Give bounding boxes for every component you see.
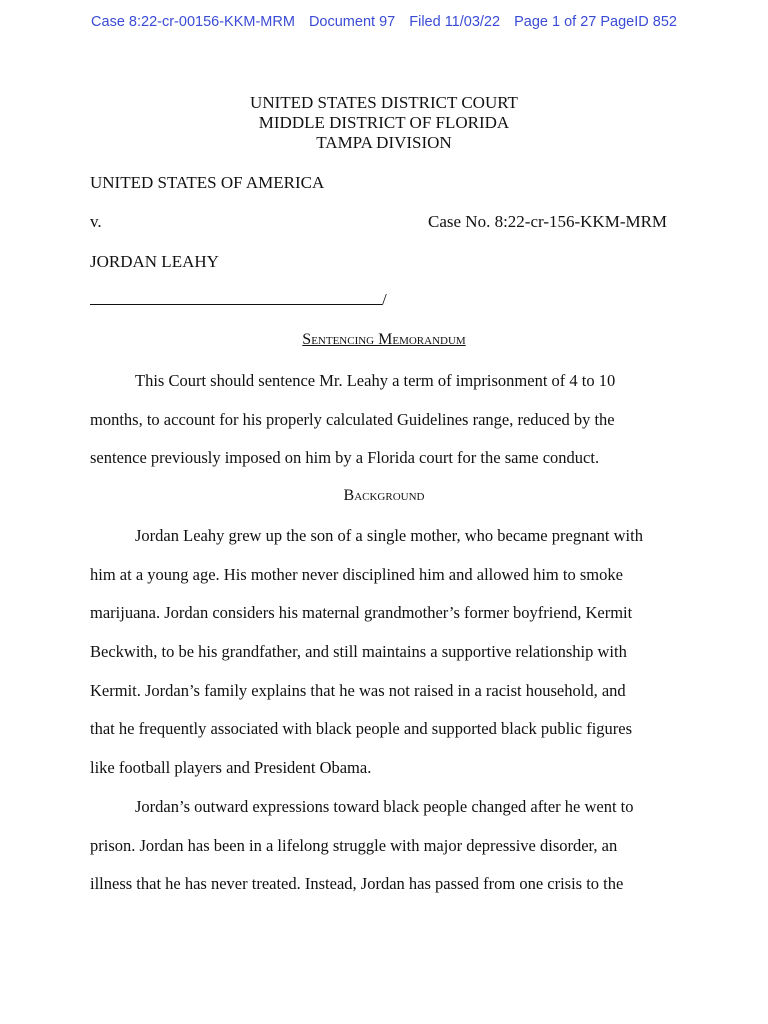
caption-case-number: Case No. 8:22-cr-156-KKM-MRM (428, 212, 668, 231)
caption-divider (90, 290, 387, 310)
caption-versus: v. (90, 212, 102, 231)
section-heading-background: Background (343, 487, 425, 504)
court-name: UNITED STATES DISTRICT COURT (250, 93, 518, 112)
court-district: MIDDLE DISTRICT OF FLORIDA (258, 113, 510, 132)
paragraph-line: Jordan Leahy grew up the son of a single mother, who became pregnant with (135, 526, 643, 545)
paragraph-line: that he frequently associated with black people and supported black public figures (90, 719, 633, 739)
paragraph-background-1 (90, 517, 680, 788)
paragraph-line: him at a young age. His mother never disciplined him and allowed him to smoke (90, 564, 623, 584)
stamp-page-info: Page 1 of 27 PageID 852 (514, 14, 677, 30)
stamp-document-number: Document 97 (308, 14, 396, 30)
paragraph-line: sentence previously imposed on him by a Florida court for the same conduct. (90, 448, 600, 468)
caption-slash: / (382, 290, 387, 309)
paragraph-line: Beckwith, to be his grandfather, and still maintains a supportive relationship with (90, 642, 627, 662)
court-heading (0, 93, 768, 153)
paragraph-line: prison. Jordan has been in a lifelong struggle with major depressive disorder, an (90, 835, 618, 855)
court-division: TAMPA DIVISION (316, 133, 452, 152)
ecf-header-stamp (0, 14, 768, 30)
caption-defendant: JORDAN LEAHY (90, 252, 219, 271)
paragraph-line: months, to account for his properly calculated Guidelines range, reduced by the (90, 409, 615, 429)
stamp-case-number: Case 8:22-cr-00156-KKM-MRM (91, 14, 295, 30)
paragraph-background-2 (90, 788, 680, 904)
paragraph-line: This Court should sentence Mr. Leahy a term of imprisonment of 4 to 10 (135, 371, 616, 390)
caption-rule (90, 290, 382, 305)
paragraph-intro (90, 362, 680, 478)
paragraph-line: marijuana. Jordan considers his maternal grandmother’s former boyfriend, Kermit (90, 603, 633, 623)
paragraph-line: illness that he has never treated. Instead, Jordan has passed from one crisis to the (90, 874, 624, 894)
paragraph-line: Jordan’s outward expressions toward black people changed after he went to (135, 797, 634, 816)
paragraph-line: Kermit. Jordan’s family explains that he was not raised in a racist household, and (90, 680, 626, 700)
paragraph-line: like football players and President Obama. (90, 758, 372, 778)
document-title: Sentencing Memorandum (302, 331, 466, 348)
caption-plaintiff: UNITED STATES OF AMERICA (90, 173, 325, 192)
stamp-filed-date: Filed 11/03/22 (409, 14, 501, 30)
